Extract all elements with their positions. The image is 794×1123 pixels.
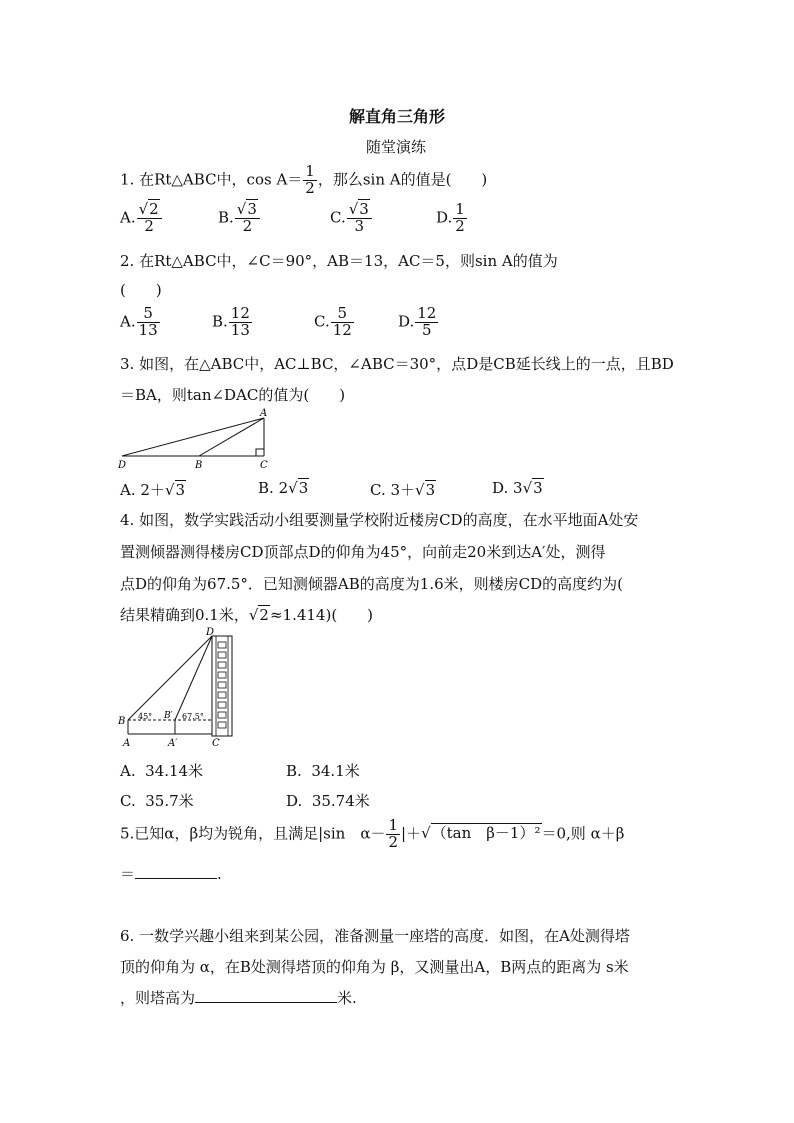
- label-b: B: [118, 716, 126, 727]
- q3-option-d: D. 3√3: [492, 479, 543, 497]
- q4-figure: [112, 624, 242, 750]
- label-c: C: [212, 738, 220, 749]
- question-1-stem: 1. 在Rt△ABC中，cos A＝ $\frac{1}{2}$ ，那么sin A的值是( ): [120, 162, 488, 197]
- question-6-line-2: 顶的仰角为 α，在B处测得塔顶的仰角为 β，又测量出A，B两点的距离为 s米: [120, 958, 629, 976]
- q3-option-b: B. 2√3: [258, 479, 309, 497]
- label-c: C: [260, 460, 268, 471]
- answer-blank[interactable]: [135, 864, 217, 879]
- label-d: D: [118, 460, 127, 471]
- label-a: A: [123, 738, 131, 749]
- label-a-prime: A′: [168, 738, 178, 749]
- q1-option-b: B. $\frac{√3}{2}$: [218, 202, 261, 235]
- angle-67-5: 67.5°: [182, 712, 204, 721]
- label-b-prime: B′: [164, 711, 173, 721]
- page-title: 解直角三角形: [349, 107, 446, 126]
- question-2-paren: ( ): [120, 281, 162, 299]
- segment-ba: [199, 418, 264, 456]
- question-5-line-1: 5.已知α，β均为锐角，且满足|sin α－ $\frac{1}{2}$ |＋√（tan β－1）²＝0,则 α＋β: [120, 816, 625, 851]
- building-windows: [218, 642, 226, 728]
- building: [212, 636, 232, 736]
- q3-option-a: A. 2＋√3: [120, 481, 186, 499]
- question-6-line-3: ，则塔高为 米.: [120, 989, 357, 1007]
- q2-option-a: A. $\frac{5}{13}$: [120, 304, 158, 339]
- question-3-line-2: ＝BA，则tan∠DAC的值为( ): [120, 386, 346, 404]
- question-3-line-1: 3. 如图，在△ABC中，AC⊥BC，∠ABC＝30°，点D是CB延长线上的一点，且BD: [120, 355, 674, 373]
- angle-45: 45°: [138, 712, 153, 721]
- q1-option-c: C. $\frac{√3}{3}$: [330, 202, 373, 235]
- sight-line-b: [128, 636, 212, 720]
- q3-figure: [112, 404, 282, 472]
- sight-line-b-prime: [175, 636, 212, 720]
- q2-option-d: D. $\frac{12}{5}$: [398, 304, 437, 339]
- answer-blank[interactable]: [195, 988, 337, 1003]
- q2-option-b: B. $\frac{12}{13}$: [212, 304, 250, 339]
- question-4-line-1: 4. 如图，数学实践活动小组要测量学校附近楼房CD的高度，在水平地面A处安: [120, 511, 639, 529]
- q2-option-c: C. $\frac{5}{12}$: [314, 304, 352, 339]
- q4-option-a: A. 34.14米: [120, 762, 204, 780]
- q4-option-c: C. 35.7米: [120, 792, 194, 810]
- label-d: D: [206, 627, 215, 638]
- segment-da: [122, 418, 264, 456]
- question-4-line-3: 点D的仰角为67.5°．已知测倾器AB的高度为1.6米，则楼房CD的高度约为(: [120, 575, 623, 593]
- q1-option-d: D. $\frac{1}{2}$: [436, 200, 465, 235]
- q3-option-c: C. 3＋√3: [370, 481, 436, 499]
- question-4-line-4: 结果精确到0.1米，√2≈1.414)( ): [120, 606, 374, 624]
- right-angle-mark: [256, 449, 264, 456]
- question-2-stem: 2. 在Rt△ABC中，∠C＝90°，AB＝13，AC＝5，则sin A的值为: [120, 252, 558, 270]
- q1-option-a: A. $\frac{√2}{2}$: [120, 202, 163, 235]
- q4-option-b: B. 34.1米: [286, 762, 360, 780]
- label-a: A: [260, 408, 268, 419]
- question-6-line-1: 6. 一数学兴趣小组来到某公园，准备测量一座塔的高度．如图，在A处测得塔: [120, 927, 630, 945]
- question-4-line-2: 置测倾器测得楼房CD顶部点D的仰角为45°，向前走20米到达A′处，测得: [120, 543, 606, 561]
- q4-option-d: D. 35.74米: [286, 792, 370, 810]
- fraction: $\frac{1}{2}$: [305, 162, 315, 197]
- question-5-line-2: ＝ .: [120, 865, 222, 883]
- label-b: B: [195, 460, 203, 471]
- page-subtitle: 随堂演练: [366, 138, 427, 156]
